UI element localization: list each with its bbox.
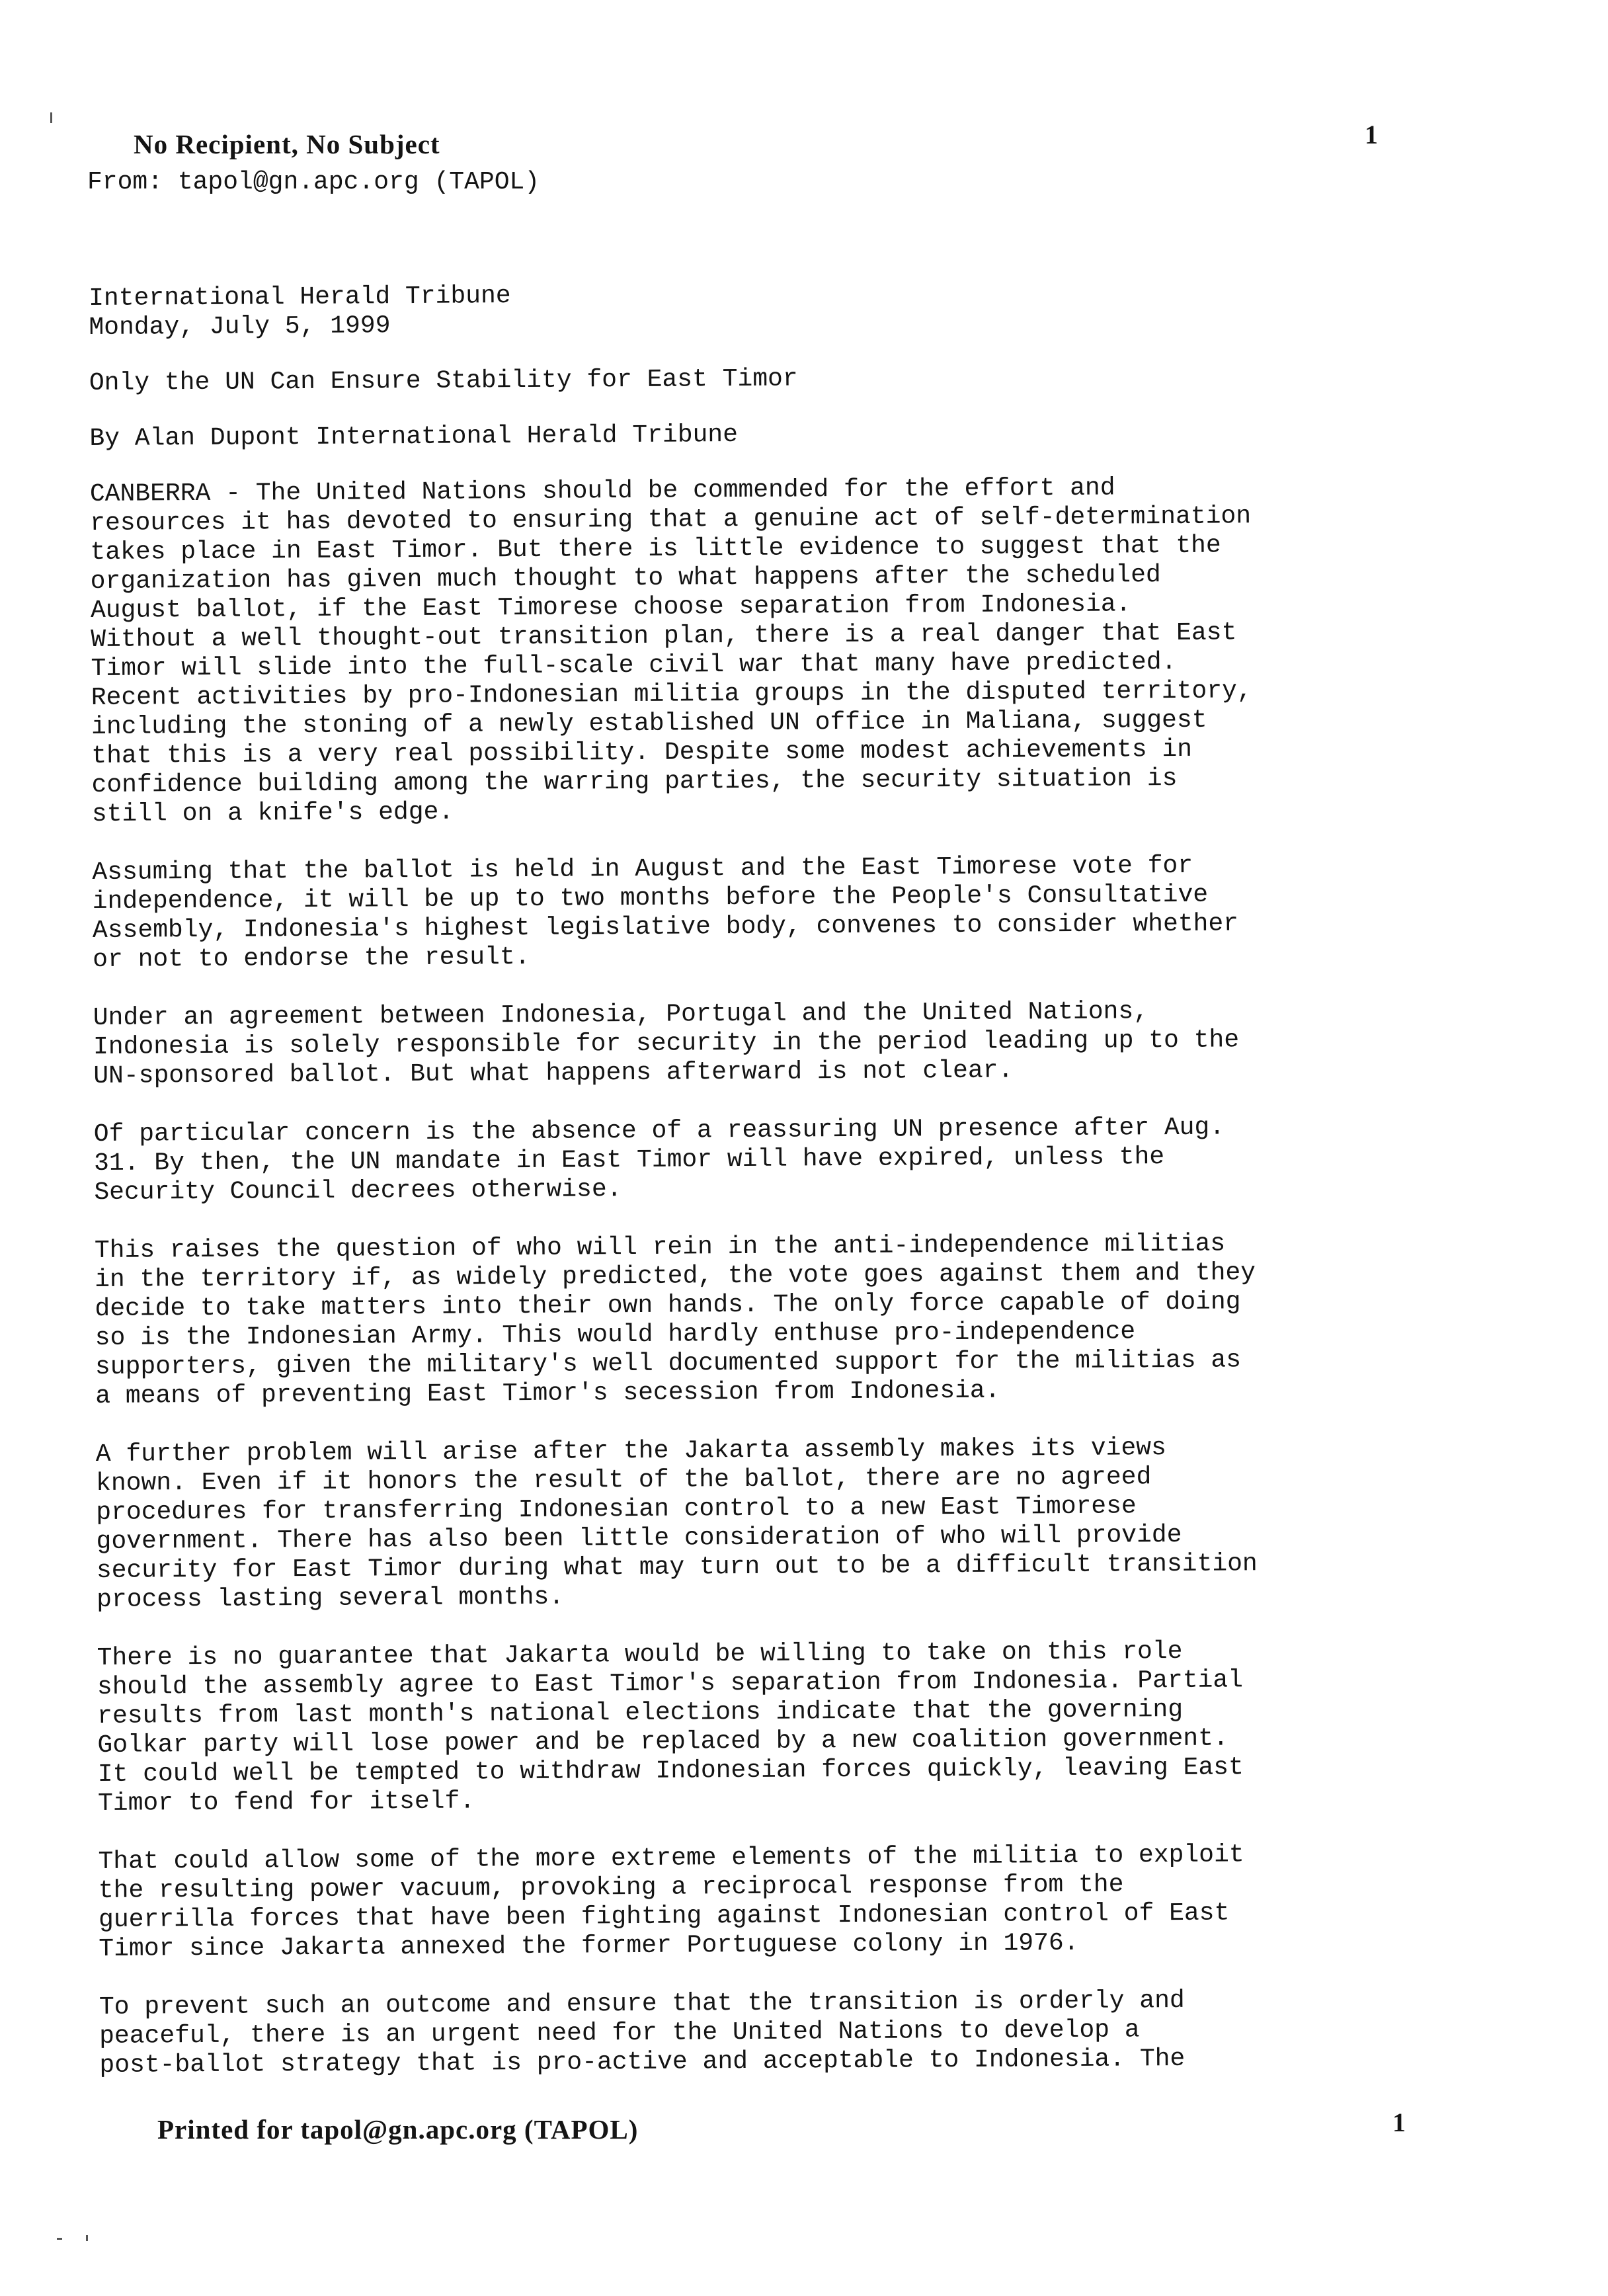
paragraph-line: government. There has also been little consideration of who will provide	[96, 1520, 1182, 1556]
paragraph-line: supporters, given the military's well documented support for the militias as	[95, 1346, 1242, 1381]
article-headline-block	[89, 361, 1412, 398]
paragraph-line: that this is a very real possibility. Despite some modest achievements in	[91, 735, 1193, 770]
publication-name: International Herald Tribune	[89, 282, 511, 313]
paragraph-line: A further problem will arise after the Jakarta assembly makes its views	[95, 1434, 1166, 1469]
article-paragraph	[97, 1636, 1421, 1819]
paragraph-line: so is the Indonesian Army. This would hardly enthuse pro-independence	[95, 1317, 1136, 1352]
paragraph-line: should the assembly agree to East Timor's separation from Indonesia. Partial	[97, 1666, 1244, 1702]
paragraph-line: or not to endorse the result.	[93, 942, 530, 974]
article-meta	[89, 276, 1412, 343]
paragraph-line: confidence building among the warring parties, the security situation is	[91, 764, 1178, 800]
paragraph-line: There is no guarantee that Jakarta would be willing to take on this role	[97, 1637, 1183, 1672]
paragraph-line: August ballot, if the East Timorese choose separation from Indonesia.	[90, 590, 1131, 625]
paragraph-line: guerrilla forces that have been fighting against Indonesian control of East	[98, 1899, 1230, 1934]
paragraph-line: including the stoning of a newly established UN office in Maliana, suggest	[91, 706, 1207, 741]
paragraph-line: still on a knife's edge.	[91, 798, 454, 829]
scan-speck	[50, 112, 52, 123]
paragraph-line: Security Council decrees otherwise.	[94, 1175, 622, 1207]
header-page-number: 1	[1365, 120, 1378, 149]
paragraph-line: independence, it will be up to two months before the People's Consultative	[92, 880, 1209, 916]
paragraph-line: procedures for transferring Indonesian control to a new East Timorese	[96, 1492, 1137, 1527]
article-byline: By Alan Dupont International Herald Tribune	[89, 421, 739, 453]
scan-speck	[57, 2238, 62, 2240]
paragraph-line: It could well be tempted to withdraw Indonesian forces quickly, leaving East	[97, 1753, 1244, 1789]
article-paragraph	[99, 1985, 1422, 2080]
scan-speck	[86, 2235, 88, 2241]
paragraph-line: That could allow some of the more extreme elements of the militia to exploit	[98, 1840, 1244, 1876]
paragraph-line: the resulting power vacuum, provoking a reciprocal response from the	[98, 1870, 1124, 1905]
email-subject-header: No Recipient, No Subject	[134, 129, 440, 159]
paragraph-line: in the territory if, as widely predicted, the vote goes against them and they	[95, 1258, 1256, 1294]
paragraph-line: known. Even if it honors the result of the ballot, there are no agreed	[95, 1463, 1152, 1498]
article-paragraph	[96, 1432, 1420, 1615]
paragraph-line: organization has given much thought to what happens after the scheduled	[90, 561, 1161, 596]
paragraph-line: process lasting several months.	[97, 1582, 565, 1614]
paragraph-line: Of particular concern is the absence of a reassuring UN presence after Aug.	[93, 1113, 1225, 1149]
article-body	[89, 276, 1422, 2110]
paragraph-line: Timor since Jakarta annexed the former Portuguese colony in 1976.	[99, 1928, 1079, 1963]
paragraph-line: peaceful, there is an urgent need for the United Nations to develop a	[99, 2016, 1140, 2051]
article-byline-block	[89, 417, 1412, 454]
paragraph-line: Indonesia is solely responsible for security in the period leading up to the	[93, 1026, 1240, 1061]
paragraph-line: security for East Timor during what may turn out to be a difficult transition	[96, 1549, 1258, 1585]
email-from-line: From: tapol@gn.apc.org (TAPOL)	[87, 168, 540, 196]
paragraph-line: Assuming that the ballot is held in August and the East Timorese vote for	[92, 851, 1193, 887]
article-paragraphs	[90, 472, 1422, 2080]
footer-printed-for: Printed for tapol@gn.apc.org (TAPOL)	[157, 2114, 639, 2145]
article-paragraph	[95, 1229, 1418, 1411]
paragraph-line: 31. By then, the UN mandate in East Timor will have expired, unless the	[93, 1143, 1165, 1178]
paragraph-line: To prevent such an outcome and ensure that the transition is orderly and	[99, 1986, 1185, 2022]
article-paragraph	[93, 996, 1416, 1091]
paragraph-line: Assembly, Indonesia's highest legislative body, convenes to consider whether	[92, 909, 1239, 945]
article-paragraph	[98, 1840, 1421, 1964]
paragraph-line: Without a well thought-out transition plan, there is a real danger that East	[91, 618, 1237, 654]
paragraph-line: Under an agreement between Indonesia, Portugal and the United Nations,	[93, 997, 1149, 1032]
paragraph-line: results from last month's national elections indicate that the governing	[97, 1695, 1184, 1731]
paragraph-line: resources it has devoted to ensuring that a genuine act of self-determination	[90, 502, 1252, 538]
footer-page-number: 1	[1392, 2108, 1406, 2137]
paragraph-line: Timor to fend for itself.	[97, 1787, 475, 1818]
paragraph-line: Recent activities by pro-Indonesian militia groups in the disputed territory,	[91, 676, 1252, 712]
paragraph-line: a means of preventing East Timor's secession from Indonesia.	[95, 1376, 1000, 1411]
article-paragraph	[94, 1112, 1417, 1208]
paragraph-line: Timor will slide into the full-scale civil war that many have predicted.	[91, 647, 1177, 683]
article-headline: Only the UN Can Ensure Stability for East Timor	[89, 364, 798, 397]
paragraph-line: UN-sponsored ballot. But what happens afterward is not clear.	[93, 1056, 1014, 1090]
article-paragraph	[90, 472, 1414, 829]
paragraph-line: This raises the question of who will rein in the anti-independence militias	[94, 1229, 1226, 1265]
article-paragraph	[92, 850, 1415, 975]
publication-date: Monday, July 5, 1999	[89, 311, 391, 342]
paragraph-line: post-ballot strategy that is pro-active and acceptable to Indonesia. The	[99, 2044, 1186, 2080]
paragraph-line: takes place in East Timor. But there is little evidence to suggest that the	[90, 531, 1221, 567]
paragraph-line: decide to take matters into their own hands. The only force capable of doing	[95, 1288, 1241, 1323]
paragraph-line: CANBERRA - The United Nations should be commended for the effort and	[89, 473, 1115, 509]
paragraph-line: Golkar party will lose power and be replaced by a new coalition government.	[97, 1724, 1228, 1760]
